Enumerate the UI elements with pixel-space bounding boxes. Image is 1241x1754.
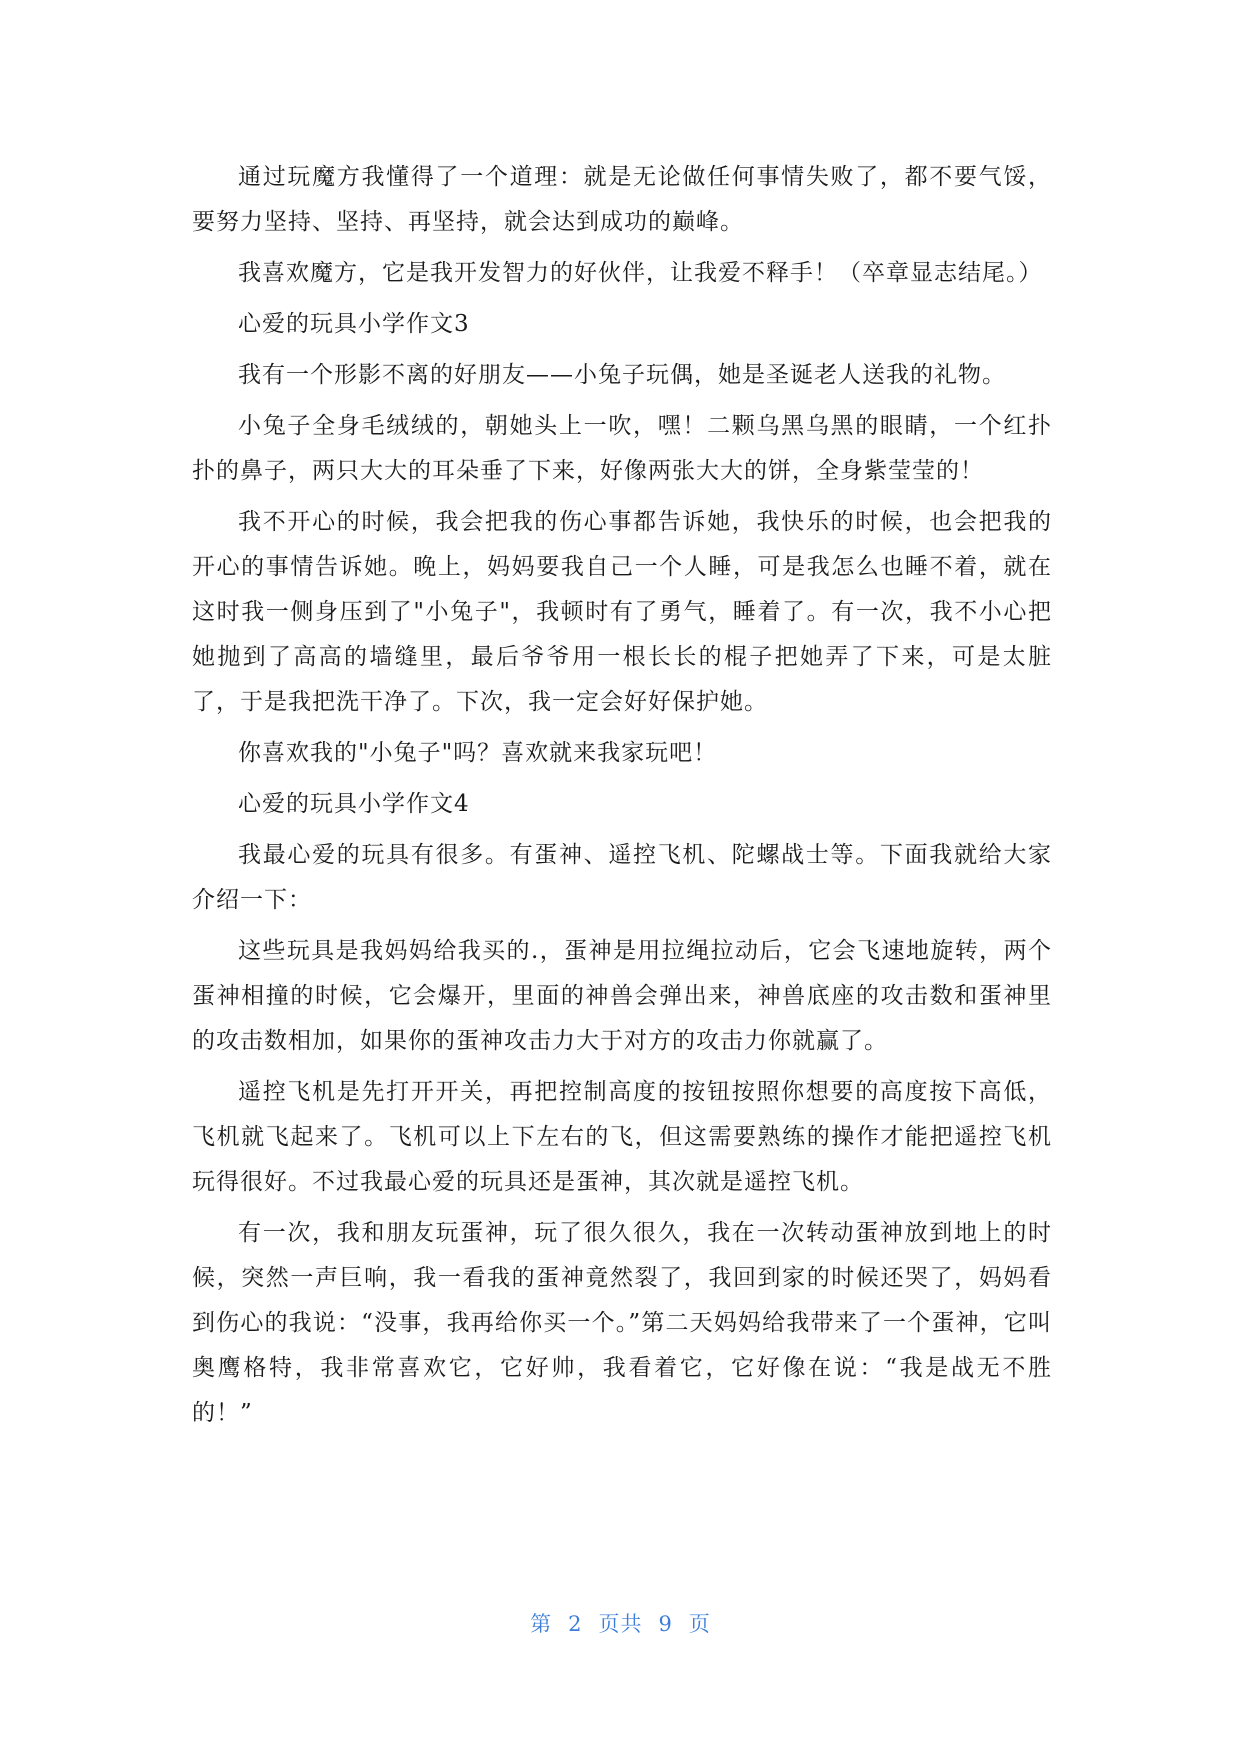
footer-prefix: 第	[530, 1612, 553, 1636]
footer-total-pages: 9	[658, 1612, 673, 1636]
paragraph: 这些玩具是我妈妈给我买的.，蛋神是用拉绳拉动后，它会飞速地旋转，两个蛋神相撞的时候，它会爆开，里面的神兽会弹出来，神兽底座的攻击数和蛋神里的攻击数相加，如果你的蛋神攻击力大于对方的攻击力你就赢了。	[192, 938, 1052, 1054]
paragraph: 我有一个形影不离的好朋友——小兔子玩偶，她是圣诞老人送我的礼物。	[238, 362, 1006, 388]
section-heading: 心爱的玩具小学作文4	[238, 791, 470, 817]
paragraph: 我最心爱的玩具有很多。有蛋神、遥控飞机、陀螺战士等。下面我就给大家介绍一下：	[192, 842, 1052, 913]
page-footer	[0, 1608, 1241, 1638]
paragraph: 通过玩魔方我懂得了一个道理：就是无论做任何事情失败了，都不要气馁，要努力坚持、坚持、再坚持，就会达到成功的巅峰。	[192, 164, 1052, 235]
paragraph: 你喜欢我的"小兔子"吗？喜欢就来我家玩吧！	[238, 740, 718, 766]
footer-current-page: 2	[568, 1612, 583, 1636]
paragraph: 遥控飞机是先打开开关，再把控制高度的按钮按照你想要的高度按下高低，飞机就飞起来了。飞机可以上下左右的飞，但这需要熟练的操作才能把遥控飞机玩得很好。不过我最心爱的玩具还是蛋神，其次就是遥控飞机。	[192, 1079, 1052, 1195]
paragraph: 小兔子全身毛绒绒的，朝她头上一吹，嘿！二颗乌黑乌黑的眼睛，一个红扑扑的鼻子，两只大大的耳朵垂了下来，好像两张大大的饼，全身紫莹莹的！	[192, 413, 1052, 484]
paragraph: 我喜欢魔方，它是我开发智力的好伙伴，让我爱不释手！（卒章显志结尾。）	[238, 260, 1043, 286]
paragraph: 有一次，我和朋友玩蛋神，玩了很久很久，我在一次转动蛋神放到地上的时候，突然一声巨响，我一看我的蛋神竟然裂了，我回到家的时候还哭了，妈妈看到伤心的我说：“没事，我再给你买一个。”第二天妈妈给我带来了一个蛋神，它叫奥鹰格特，我非常喜欢它，它好帅，我看着它，它好像在说：“我是战无不胜的！”	[192, 1220, 1052, 1426]
footer-suffix: 页	[688, 1612, 711, 1636]
paragraph: 我不开心的时候，我会把我的伤心事都告诉她，我快乐的时候，也会把我的开心的事情告诉她。晚上，妈妈要我自己一个人睡，可是我怎么也睡不着，就在这时我一侧身压到了"小兔子"，我顿时有了勇气，睡着了。有一次，我不小心把她抛到了高高的墙缝里，最后爷爷用一根长长的棍子把她弄了下来，可是太脏了，于是我把洗干净了。下次，我一定会好好保护她。	[192, 509, 1052, 715]
document-body	[192, 155, 1052, 1442]
footer-middle: 页共	[598, 1612, 643, 1636]
section-heading: 心爱的玩具小学作文3	[238, 311, 470, 337]
